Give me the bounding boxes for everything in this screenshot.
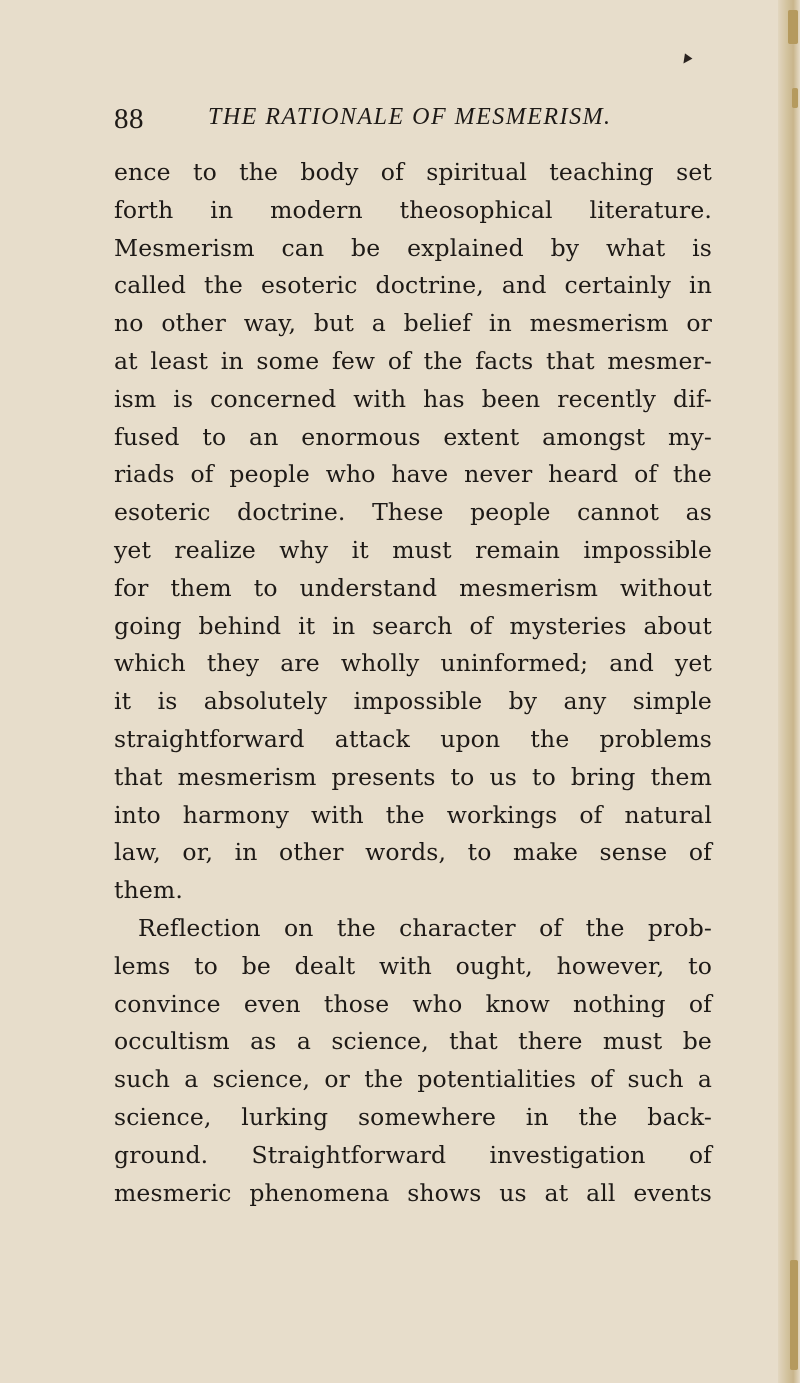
text-line: at least in some few of the facts that mesmer- <box>114 346 712 375</box>
text-line: lems to be dealt with ought, however, to <box>114 951 712 980</box>
text-line: yet realize why it must remain impossible <box>114 535 712 564</box>
paragraph-start-line: Reflection on the character of the prob- <box>138 913 712 942</box>
text-line: esoteric doctrine. These people cannot as <box>114 498 712 527</box>
text-line: that mesmerism presents to us to bring them <box>114 762 712 791</box>
edge-stain <box>788 10 798 44</box>
text-line: into harmony with the workings of natural <box>114 800 712 829</box>
text-line: Mesmerism can be explained by what is <box>114 233 712 262</box>
edge-stain <box>792 88 798 108</box>
paragraph-end-line: them. <box>114 876 183 905</box>
text-line: called the esoteric doctrine, and certainly in <box>114 271 712 300</box>
text-line: ism is concerned with has been recently dif- <box>114 384 712 413</box>
running-title: THE RATIONALE OF MESMERISM. <box>208 104 612 130</box>
body-text <box>114 154 712 1212</box>
text-line: mesmeric phenomena shows us at all events <box>114 1178 712 1207</box>
text-line: riads of people who have never heard of the <box>114 460 712 489</box>
text-line: fused to an enormous extent amongst my- <box>114 422 712 451</box>
page-edge <box>778 0 800 1383</box>
running-header <box>114 103 694 143</box>
text-line: occultism as a science, that there must be <box>114 1027 712 1056</box>
text-line: which they are wholly uninformed; and yet <box>114 649 712 678</box>
text-line: no other way, but a belief in mesmerism or <box>114 309 712 338</box>
edge-stain <box>790 1260 798 1370</box>
page-number: 88 <box>114 103 144 135</box>
text-line: forth in modern theosophical literature. <box>114 195 712 224</box>
text-line: such a science, or the potentialities of such a <box>114 1065 712 1094</box>
text-line: for them to understand mesmerism without <box>114 573 712 602</box>
text-line: science, lurking somewhere in the back- <box>114 1102 712 1131</box>
text-line: ence to the body of spiritual teaching set <box>114 158 712 186</box>
text-line: law, or, in other words, to make sense of <box>114 838 712 867</box>
text-line: ground. Straightforward investigation of <box>114 1140 712 1169</box>
text-line: going behind it in search of mysteries about <box>114 611 712 640</box>
text-line: convince even those who know nothing of <box>114 989 712 1018</box>
text-line: straightforward attack upon the problems <box>114 724 712 753</box>
stray-ink-mark: ▼ <box>678 50 695 68</box>
text-line: it is absolutely impossible by any simple <box>114 687 712 716</box>
